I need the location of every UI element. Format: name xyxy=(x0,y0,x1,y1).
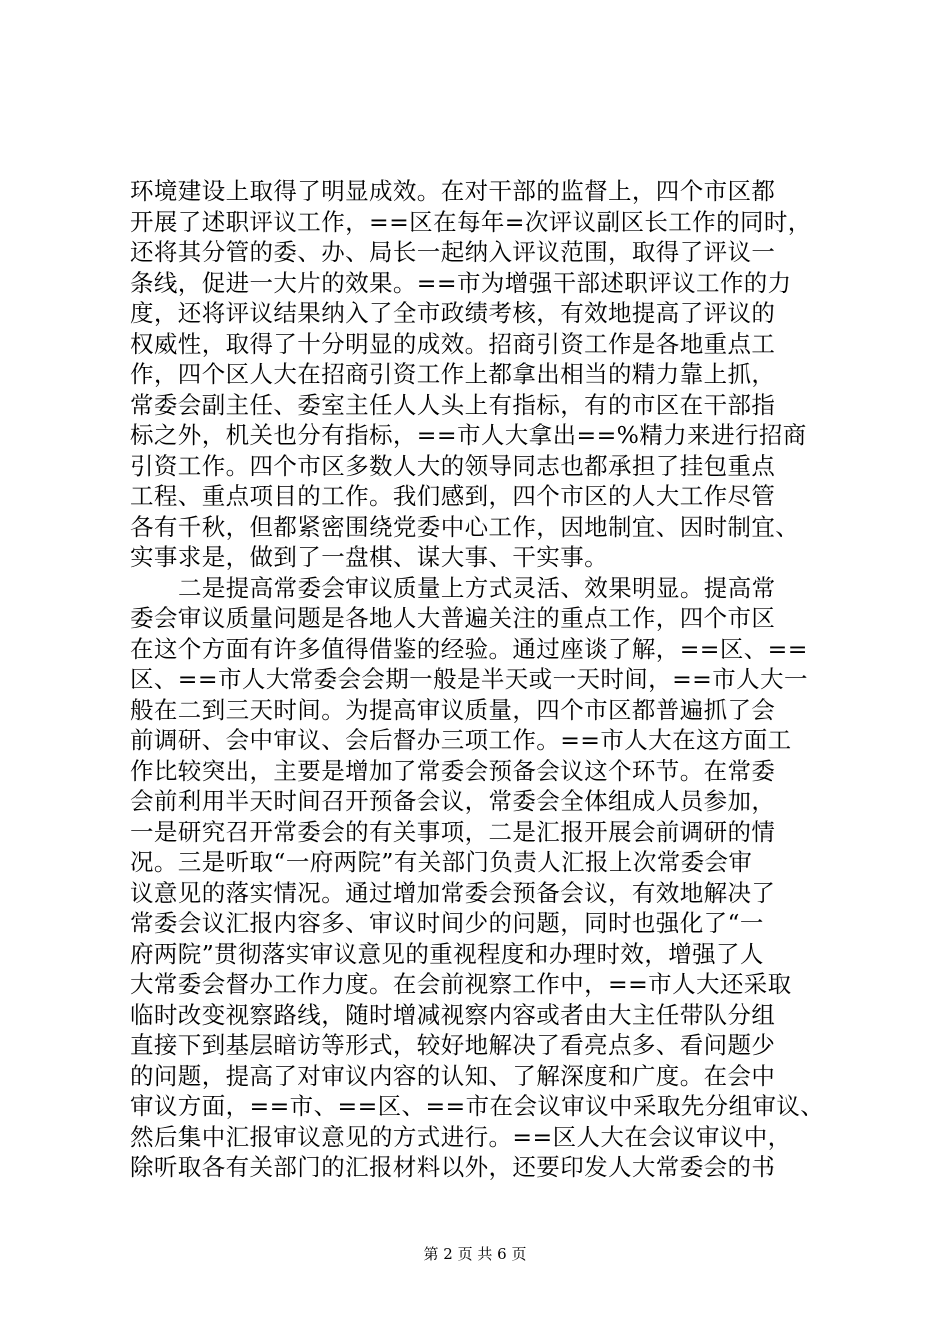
text-line: 般在二到三天时间。为提高审议质量，四个市区都普遍抓了会 xyxy=(130,695,776,724)
text-line: 工程、重点项目的工作。我们感到，四个市区的人大工作尽管 xyxy=(130,482,776,510)
text-line: 常委会副主任、委室主任人人头上有指标，有的市区在干部指 xyxy=(130,390,776,419)
text-line: 会前利用半天时间召开预备会议，常委会全体组成人员参加， xyxy=(130,787,776,815)
text-line: 临时改变视察路线，随时增减视察内容或者由大主任带队分组 xyxy=(130,1000,776,1029)
page-number-footer: 第 2 页 共 6 页 xyxy=(423,1245,527,1263)
text-line: 的问题，提高了对审议内容的认知、了解深度和广度。在会中 xyxy=(130,1061,776,1090)
body-text xyxy=(130,176,830,1183)
text-line: 直接下到基层暗访等形式，较好地解决了看亮点多、看问题少 xyxy=(130,1031,776,1059)
text-line: 条线，促进一大片的效果。==市为增强干部述职评议工作的力 xyxy=(130,268,792,297)
text-line: 况。三是听取“一府两院”有关部门负责人汇报上次常委会审 xyxy=(130,848,753,876)
text-line: 除听取各有关部门的汇报材料以外，还要印发人大常委会的书 xyxy=(130,1153,776,1181)
text-line: 作比较突出，主要是增加了常委会预备会议这个环节。在常委 xyxy=(130,756,776,785)
text-line: 标之外，机关也分有指标，==市人大拿出==%精力来进行招商 xyxy=(130,421,807,449)
text-line: 委会审议质量问题是各地人大普遍关注的重点工作，四个市区 xyxy=(130,604,776,632)
text-line: 各有千秋，但都紧密围绕党委中心工作，因地制宜、因时制宜、 xyxy=(130,512,800,541)
text-line: 环境建设上取得了明显成效。在对干部的监督上，四个市区都 xyxy=(130,177,776,205)
text-line: 度，还将评议结果纳入了全市政绩考核，有效地提高了评议的 xyxy=(130,299,776,327)
text-line: 审议方面，==市、==区、==市在会议审议中采取先分组审议、 xyxy=(130,1092,825,1120)
text-line: 然后集中汇报审议意见的方式进行。==区人大在会议审议中， xyxy=(130,1122,792,1151)
text-line: 前调研、会中审议、会后督办三项工作。==市人大在这方面工 xyxy=(130,726,792,754)
paragraph-start-line: 二是提高常委会审议质量上方式灵活、效果明显。提高常 xyxy=(178,573,776,602)
text-line: 还将其分管的委、办、局长一起纳入评议范围，取得了评议一 xyxy=(130,238,776,266)
text-line: 大常委会督办工作力度。在会前视察工作中，==市人大还采取 xyxy=(130,970,792,998)
text-line: 府两院”贯彻落实审议意见的重视程度和办理时效，增强了人 xyxy=(130,939,764,968)
text-line: 在这个方面有许多值得借鉴的经验。通过座谈了解，==区、== xyxy=(130,634,808,663)
text-line: 区、==市人大常委会会期一般是半天或一天时间，==市人大一 xyxy=(130,665,808,693)
text-line: 一是研究召开常委会的有关事项，二是汇报开展会前调研的情 xyxy=(130,817,776,846)
text-line: 实事求是，做到了一盘棋、谋大事、干实事。 xyxy=(130,543,608,571)
text-line: 常委会议汇报内容多、审议时间少的问题，同时也强化了“一 xyxy=(130,909,764,937)
text-line: 开展了述职评议工作，==区在每年=次评议副区长工作的同时， xyxy=(130,207,812,236)
text-line: 议意见的落实情况。通过增加常委会预备会议，有效地解决了 xyxy=(130,878,776,907)
text-line: 作，四个区人大在招商引资工作上都拿出相当的精力靠上抓， xyxy=(130,360,776,388)
text-line: 权威性，取得了十分明显的成效。招商引资工作是各地重点工 xyxy=(130,329,776,358)
text-line: 引资工作。四个市区多数人大的领导同志也都承担了挂包重点 xyxy=(130,451,776,480)
